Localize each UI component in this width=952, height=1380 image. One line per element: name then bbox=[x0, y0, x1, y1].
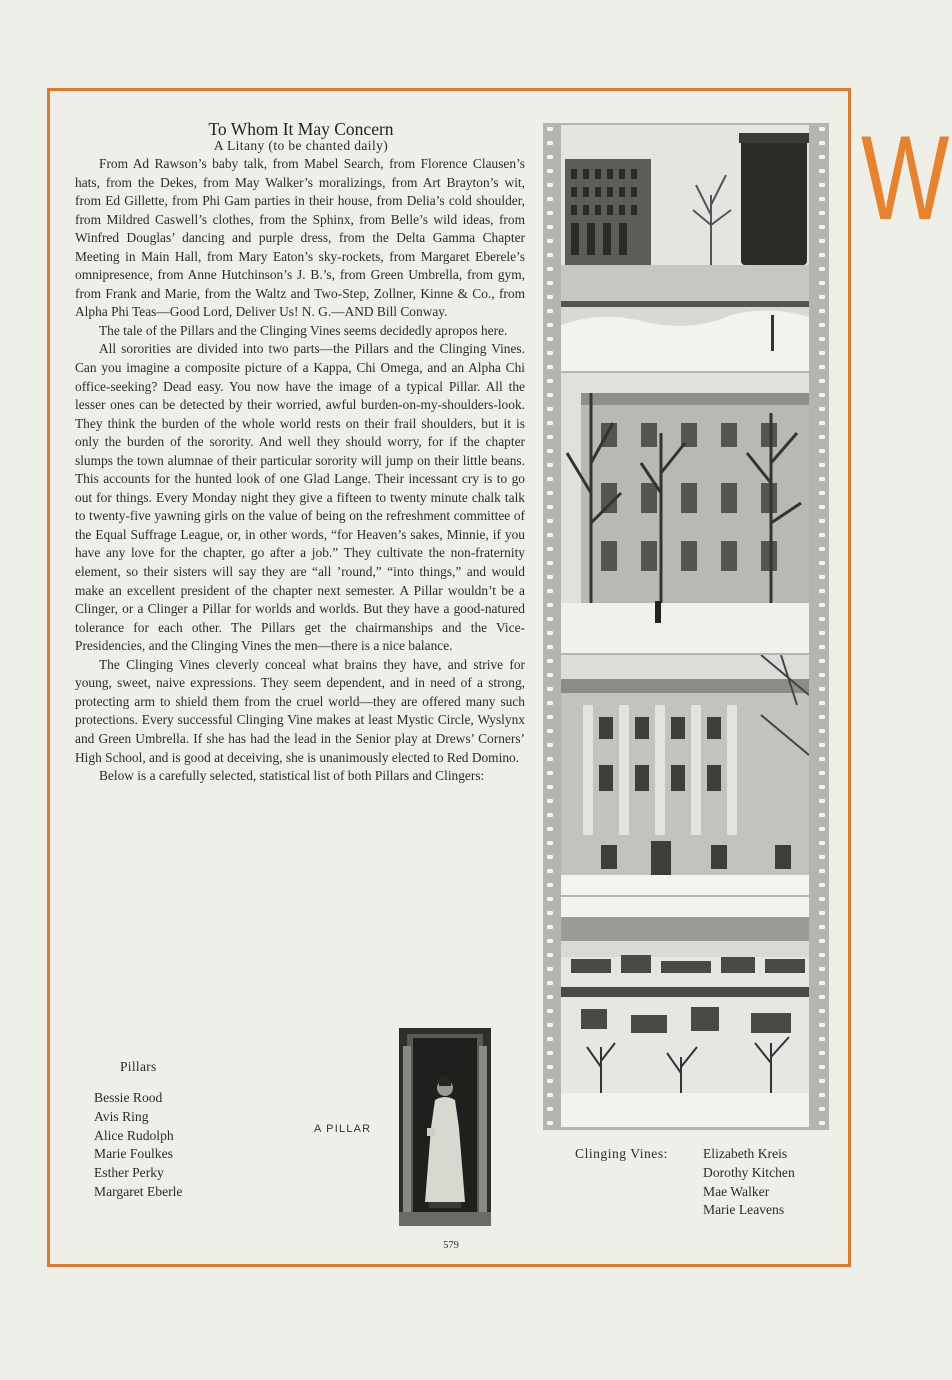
photo-town-panorama bbox=[561, 897, 809, 1127]
clinging-vines-heading: Clinging Vines: bbox=[575, 1146, 668, 1161]
film-perforation bbox=[547, 687, 553, 691]
film-perforation bbox=[819, 1107, 825, 1111]
film-perforation bbox=[819, 911, 825, 915]
article-subtitle: A Litany (to be chanted daily) bbox=[213, 138, 389, 153]
list-item: Marie Foulkes bbox=[94, 1146, 173, 1162]
film-perforation bbox=[547, 743, 553, 747]
clinging-vines-list bbox=[703, 1145, 795, 1220]
film-perforation bbox=[819, 225, 825, 229]
film-perforation bbox=[547, 379, 553, 383]
film-perforation bbox=[547, 533, 553, 537]
film-perforation bbox=[547, 407, 553, 411]
film-perforation bbox=[547, 505, 553, 509]
photo-caption: A PILLAR bbox=[314, 1123, 372, 1135]
film-perforation bbox=[547, 799, 553, 803]
film-perforation bbox=[547, 295, 553, 299]
film-perforation bbox=[547, 911, 553, 915]
film-perforation bbox=[819, 561, 825, 565]
film-perforation bbox=[819, 435, 825, 439]
film-perforation bbox=[819, 799, 825, 803]
film-perforation bbox=[819, 827, 825, 831]
film-perforation bbox=[547, 1051, 553, 1055]
film-perforation bbox=[547, 309, 553, 313]
film-perforation bbox=[547, 519, 553, 523]
article-body bbox=[75, 155, 525, 786]
list-item: Bessie Rood bbox=[94, 1090, 163, 1105]
film-perforation bbox=[819, 729, 825, 733]
list-item: Marie Leavens bbox=[703, 1202, 785, 1218]
film-perforation bbox=[547, 365, 553, 369]
film-perforation bbox=[547, 281, 553, 285]
film-perforation bbox=[547, 659, 553, 663]
film-perforation bbox=[547, 757, 553, 761]
film-perforation bbox=[547, 869, 553, 873]
film-perforation bbox=[819, 519, 825, 523]
film-perforation bbox=[547, 155, 553, 159]
paragraph-list-intro: Below is a carefully selected, statistical list of both Pillars and Clingers: bbox=[99, 768, 485, 784]
film-perforation bbox=[819, 155, 825, 159]
list-item: Elizabeth Kreis bbox=[703, 1146, 788, 1161]
film-perforation bbox=[819, 169, 825, 173]
pillars-heading: Pillars bbox=[120, 1059, 157, 1074]
film-perforation bbox=[819, 869, 825, 873]
film-perforation bbox=[547, 491, 553, 495]
film-perforation bbox=[547, 1121, 553, 1125]
paragraph-intro: The tale of the Pillars and the Clinging Vines seems decidedly apropos here. bbox=[99, 322, 508, 338]
film-perforation bbox=[819, 295, 825, 299]
list-item: Margaret Eberle bbox=[94, 1183, 183, 1199]
photo-columned-building bbox=[561, 655, 809, 895]
film-perforation bbox=[547, 561, 553, 565]
film-perforation bbox=[547, 1037, 553, 1041]
film-perforation bbox=[547, 225, 553, 229]
film-perforation bbox=[547, 351, 553, 355]
film-perforation bbox=[819, 337, 825, 341]
film-perforation bbox=[819, 673, 825, 677]
film-perforation bbox=[819, 267, 825, 271]
film-perforation bbox=[819, 281, 825, 285]
film-perforation bbox=[819, 211, 825, 215]
film-perforation bbox=[819, 743, 825, 747]
film-perforation bbox=[819, 141, 825, 145]
film-perforation bbox=[547, 897, 553, 901]
film-perforation bbox=[547, 673, 553, 677]
film-perforation bbox=[819, 309, 825, 313]
list-item: Esther Perky bbox=[94, 1165, 164, 1181]
film-perforation bbox=[819, 981, 825, 985]
film-perforation bbox=[547, 267, 553, 271]
film-perforation bbox=[819, 757, 825, 761]
film-perforation bbox=[547, 981, 553, 985]
film-perforation bbox=[819, 701, 825, 705]
section-letter: W bbox=[861, 111, 950, 245]
photo-library-building bbox=[561, 373, 809, 653]
film-perforation bbox=[547, 1093, 553, 1097]
film-perforation bbox=[819, 1051, 825, 1055]
film-perforation bbox=[547, 939, 553, 943]
film-perforation bbox=[819, 393, 825, 397]
film-perforation bbox=[547, 1023, 553, 1027]
film-perforation bbox=[547, 827, 553, 831]
film-perforation bbox=[547, 393, 553, 397]
film-perforation bbox=[547, 883, 553, 887]
film-perforation bbox=[547, 701, 553, 705]
film-perforation bbox=[547, 953, 553, 957]
film-perforation bbox=[819, 1009, 825, 1013]
film-perforation bbox=[547, 645, 553, 649]
film-perforation bbox=[819, 505, 825, 509]
film-perforation bbox=[819, 659, 825, 663]
film-perforation bbox=[819, 813, 825, 817]
film-perforation bbox=[547, 323, 553, 327]
film-perforation bbox=[819, 631, 825, 635]
film-perforation bbox=[819, 995, 825, 999]
film-perforation bbox=[547, 435, 553, 439]
photo-street-buildings bbox=[561, 125, 809, 371]
film-perforation bbox=[819, 127, 825, 131]
film-perforation bbox=[547, 813, 553, 817]
film-perforation bbox=[819, 967, 825, 971]
film-perforation bbox=[819, 687, 825, 691]
film-perforation bbox=[819, 323, 825, 327]
film-perforation bbox=[819, 771, 825, 775]
pillar-photo bbox=[399, 1028, 491, 1226]
film-perforation bbox=[547, 841, 553, 845]
paragraph-clinging-vines: The Clinging Vines cleverly conceal what brains they have, and strive for young, sweet, naive expressions. They seem dependent, and in need of a strong, protecting arm to shield them from the cruel world—they are offered many such protections. Every successful Clinging Vine makes at least Mystic Circle, Wyslynx and Green Umbrella. If she has had the lead in the Senior play at Drews’ Corners’ High School, and is good at deceiving, she is unanimously elected to Red Domino. bbox=[75, 656, 525, 765]
pillars-list bbox=[94, 1089, 182, 1202]
film-perforation bbox=[819, 239, 825, 243]
film-perforation bbox=[547, 855, 553, 859]
article-title: To Whom It May Concern bbox=[208, 119, 394, 139]
list-item: Alice Rudolph bbox=[94, 1127, 174, 1143]
film-perforations-left bbox=[545, 123, 555, 1130]
film-perforation bbox=[547, 631, 553, 635]
film-perforation bbox=[819, 253, 825, 257]
film-perforation bbox=[547, 127, 553, 131]
film-perforation bbox=[547, 785, 553, 789]
film-perforation bbox=[547, 589, 553, 593]
film-perforation bbox=[547, 197, 553, 201]
film-perforation bbox=[819, 1093, 825, 1097]
film-perforation bbox=[819, 925, 825, 929]
film-perforation bbox=[819, 421, 825, 425]
film-perforation bbox=[819, 589, 825, 593]
film-perforation bbox=[819, 449, 825, 453]
film-perforation bbox=[547, 239, 553, 243]
film-perforation bbox=[547, 771, 553, 775]
film-perforation bbox=[547, 715, 553, 719]
list-item: Mae Walker bbox=[703, 1183, 770, 1199]
film-perforation bbox=[547, 253, 553, 257]
film-perforation bbox=[547, 575, 553, 579]
film-perforation bbox=[547, 617, 553, 621]
film-perforation bbox=[547, 337, 553, 341]
film-perforation bbox=[547, 1009, 553, 1013]
list-item: Dorothy Kitchen bbox=[703, 1164, 795, 1180]
film-perforation bbox=[819, 463, 825, 467]
film-perforation bbox=[819, 491, 825, 495]
film-perforation bbox=[819, 1037, 825, 1041]
film-perforation bbox=[547, 729, 553, 733]
film-perforation bbox=[819, 547, 825, 551]
film-perforation bbox=[819, 841, 825, 845]
film-perforation bbox=[819, 1065, 825, 1069]
film-perforation bbox=[547, 421, 553, 425]
film-perforation bbox=[547, 1107, 553, 1111]
film-perforation bbox=[547, 211, 553, 215]
film-perforation bbox=[819, 533, 825, 537]
paragraph-litany: From Ad Rawson’s baby talk, from Mabel Search, from Florence Clausen’s hats, from the Dekes, from May Walker’s moralizings, from Art Brayton’s wit, from Ed Gillette, from Phi Gam parties in their house, from Delia’s cold shoulder, from Mildred Caswell’s clothes, from the Sphinx, from Belle’s wild ideas, from Winfred Douglas’ dancing and purple dress, from the Delta Gamma Chapter Meeting in Main Hall, from Mary Eaton’s sky-rockets, from Margaret Eberele’s omnipresence, from Anne Hutchinson’s J. B.’s, from Green Umbrella, from gym, from Frank and Marie, from the Waltz and Two-Step, Zollner, Kinne & Co., from Alpha Phi Teas—Good Lord, Deliver Us! N. G.—AND Bill Conway. bbox=[75, 156, 525, 320]
film-perforation bbox=[547, 967, 553, 971]
film-perforation bbox=[819, 785, 825, 789]
film-perforation bbox=[819, 1079, 825, 1083]
film-perforation bbox=[819, 1121, 825, 1125]
film-perforation bbox=[819, 897, 825, 901]
film-perforations-right bbox=[817, 123, 827, 1130]
film-perforation bbox=[547, 1065, 553, 1069]
film-perforation bbox=[547, 995, 553, 999]
film-perforation bbox=[547, 1079, 553, 1083]
film-perforation bbox=[547, 477, 553, 481]
film-perforation bbox=[819, 953, 825, 957]
film-perforation bbox=[819, 197, 825, 201]
film-perforation bbox=[819, 477, 825, 481]
film-perforation bbox=[819, 379, 825, 383]
film-perforation bbox=[547, 169, 553, 173]
film-perforation bbox=[547, 547, 553, 551]
film-perforation bbox=[547, 463, 553, 467]
film-perforation bbox=[819, 603, 825, 607]
page-number: 579 bbox=[443, 1240, 459, 1251]
filmstrip bbox=[543, 123, 829, 1130]
film-perforation bbox=[819, 617, 825, 621]
list-item: Avis Ring bbox=[94, 1108, 149, 1124]
film-perforation bbox=[547, 449, 553, 453]
film-perforation bbox=[819, 365, 825, 369]
film-perforation bbox=[547, 925, 553, 929]
film-perforation bbox=[547, 183, 553, 187]
film-perforation bbox=[819, 407, 825, 411]
paragraph-pillars: All sororities are divided into two parts—the Pillars and the Clinging Vines. Can you imagine a composite picture of a Kappa, Chi Omega, and an Alpha Chi office-seeking? Dead easy. You now have the image of a typical Pillar. All the lesser ones can be detected by their worried, awful burden-on-my-shoulders-look. They think the burden of the whole world rests on their frail shoulders, but it is only the burden of the sorority. And well they should worry, for if the chapter slumps the town alumnae of their particular sorority will jump on their little beans. This accounts for the hunted look of one Glad Lange. Their incessant cry is to go out for things. Every Monday night they give a fifteen to twenty minute chalk talk to twenty-five yawning girls on the value of being on the refreshment committee of the Equal Suffrage League, or, in other words, “for Heaven’s sakes, Minnie, if you have any love for the chapter, go after a job.” They cultivate the non-fraternity element, so their sisters will say they are “all ’round,” “into things,” and would make an excellent president of the chapter next semester. A Pillar wouldn’t be a Clinger, or a Clinger a Pillar for worlds and worlds. But they have a good-natured tolerance for each other. The Pillars get the chairmanships and the Vice-Presidencies, and the Clinging Vines the men—there is a nice balance. bbox=[75, 341, 525, 654]
film-perforation bbox=[819, 575, 825, 579]
film-perforation bbox=[819, 1023, 825, 1027]
film-perforation bbox=[819, 855, 825, 859]
film-perforation bbox=[819, 183, 825, 187]
film-perforation bbox=[819, 351, 825, 355]
film-perforation bbox=[819, 883, 825, 887]
film-perforation bbox=[819, 645, 825, 649]
film-perforation bbox=[547, 603, 553, 607]
film-perforation bbox=[819, 715, 825, 719]
film-perforation bbox=[819, 939, 825, 943]
film-perforation bbox=[547, 141, 553, 145]
